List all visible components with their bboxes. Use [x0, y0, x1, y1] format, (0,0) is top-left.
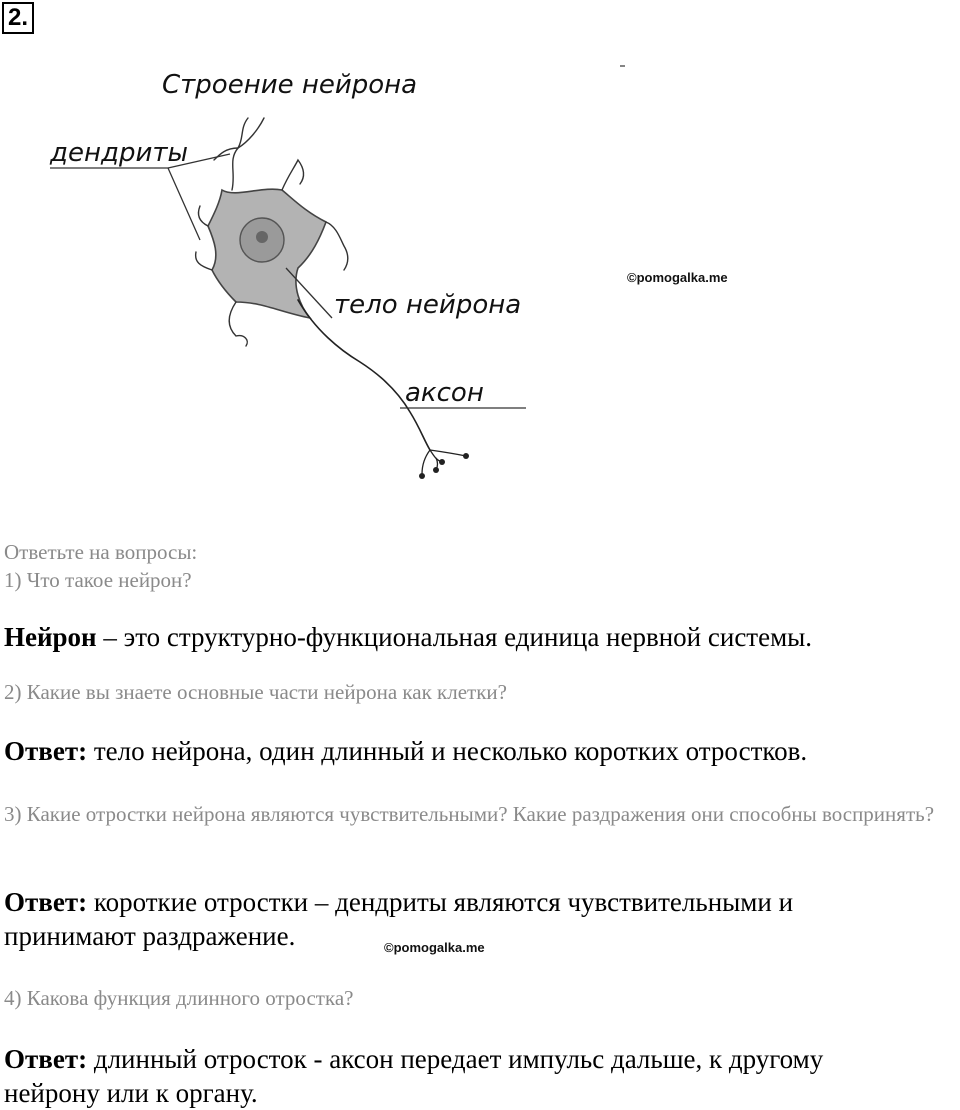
- label-axon: аксон: [405, 378, 484, 408]
- answer-3-lead: Ответ:: [4, 887, 88, 917]
- watermark-top: ©pomogalka.me: [627, 270, 728, 285]
- label-neuron-body: тело нейрона: [334, 290, 522, 320]
- answer-2: [4, 734, 807, 768]
- answer-3-text: короткие отростки – дендриты являются чувствительными и принимают раздражение.: [4, 887, 794, 951]
- question-3: 3) Какие отростки нейрона являются чувствительными? Какие раздражения они способны воспринять?: [4, 802, 935, 826]
- answer-1-text: – это структурно-функциональная единица нервной системы.: [96, 622, 813, 652]
- answer-2-text: тело нейрона, один длинный и несколько коротких отростков.: [87, 736, 808, 766]
- intro-text: Ответьте на вопросы:: [4, 540, 198, 564]
- question-2: 2) Какие вы знаете основные части нейрона как клетки?: [4, 680, 507, 704]
- diagram-title: Строение нейрона: [162, 70, 418, 100]
- answer-1: [4, 620, 812, 654]
- question-4: 4) Какова функция длинного отростка?: [4, 986, 354, 1010]
- dendrites-leader: [50, 168, 200, 240]
- answer-4-lead: Ответ:: [4, 1044, 88, 1074]
- neuron-nucleolus: [256, 231, 268, 243]
- answer-1-lead: Нейрон: [4, 622, 97, 652]
- answer-4: [4, 1042, 904, 1110]
- neuron-axon: [298, 300, 430, 450]
- answer-4-text: длинный отросток - аксон передает импульс дальше, к другому нейрону или к органу.: [4, 1044, 824, 1108]
- watermark-bottom: ©pomogalka.me: [384, 940, 485, 955]
- label-dendrites: дендриты: [50, 138, 189, 168]
- answer-2-lead: Ответ:: [4, 736, 88, 766]
- neuron-diagram: [0, 0, 960, 500]
- question-1: 1) Что такое нейрон?: [4, 568, 192, 592]
- task-number: 2.: [2, 2, 34, 34]
